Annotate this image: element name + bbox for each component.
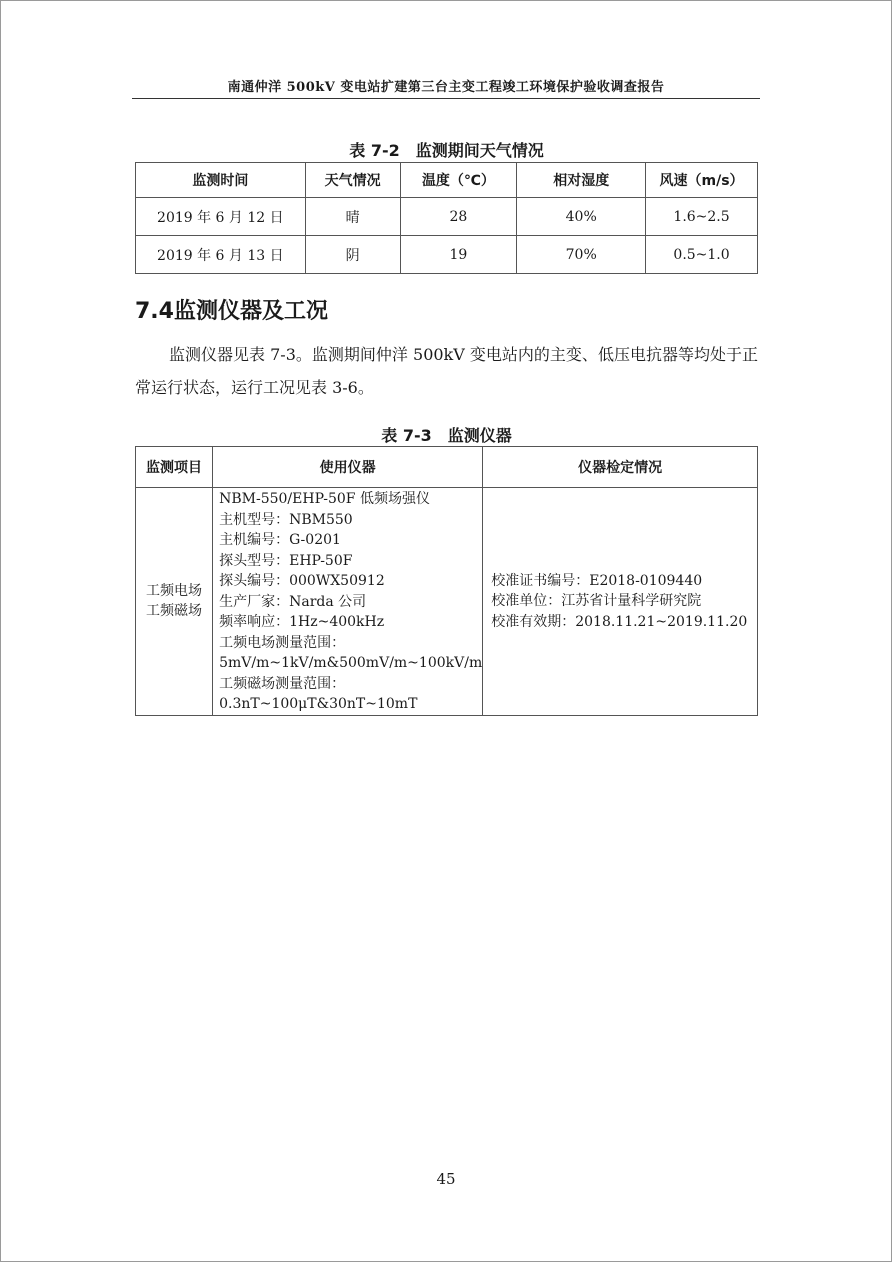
table-cell: 28: [400, 198, 517, 236]
instrument-line: 生产厂家：Narda 公司: [219, 593, 367, 610]
table-cell: 1.6~2.5: [646, 198, 758, 236]
table-row: [136, 236, 758, 274]
column-header: 监测项目: [136, 447, 213, 488]
body-paragraph: 监测仪器见表 7-3。监测期间仲洋 500kV 变电站内的主变、低压电抗器等均处于正常运行状态，运行工况见表 3-6。: [135, 345, 758, 397]
column-header: 相对湿度: [517, 163, 646, 198]
column-header: 温度（℃）: [400, 163, 517, 198]
column-header: 风速（m/s）: [646, 163, 758, 198]
instrument-line: 工频磁场测量范围：: [219, 675, 346, 692]
section-title: 7.4监测仪器及工况: [135, 299, 328, 324]
table-cell: 阴: [305, 236, 400, 274]
instrument-line: 主机型号：NBM550: [219, 511, 353, 528]
table-header-row: [136, 163, 758, 198]
monitoring-item: 工频磁场: [146, 603, 203, 620]
instrument-line: 探头型号：EHP-50F: [219, 552, 353, 569]
instrument-table: [135, 446, 758, 716]
instrument-cell: [213, 488, 483, 716]
calibration-line: 校准证书编号：E2018-0109440: [491, 572, 703, 589]
instrument-line: 5mV/m~1kV/m&500mV/m~100kV/m: [219, 655, 483, 671]
calibration-line: 校准有效期：2018.11.21~2019.11.20: [491, 613, 748, 630]
table-cell: 0.5~1.0: [646, 236, 758, 274]
monitoring-item-cell: [136, 488, 213, 716]
table-row: [136, 488, 758, 716]
column-header: 监测时间: [136, 163, 306, 198]
weather-table: [135, 162, 758, 274]
column-header: 使用仪器: [213, 447, 483, 488]
table-cell: 19: [400, 236, 517, 274]
calibration-line: 校准单位：江苏省计量科学研究院: [491, 593, 702, 609]
instrument-line: 0.3nT~100μT&30nT~10mT: [219, 696, 418, 712]
table-cell: 70%: [517, 236, 646, 274]
instrument-line: NBM-550/EHP-50F 低频场强仪: [219, 491, 430, 507]
table-cell: 40%: [517, 198, 646, 236]
monitoring-item: 工频电场: [146, 582, 203, 599]
table-cell: 晴: [305, 198, 400, 236]
table-7-3-caption: 表 7-3 监测仪器: [381, 426, 512, 445]
column-header: 天气情况: [305, 163, 400, 198]
instrument-line: 主机编号：G-0201: [219, 532, 341, 548]
header-rule: [132, 98, 760, 99]
table-cell: 2019 年 6 月 13 日: [136, 236, 306, 274]
instrument-line: 频率响应：1Hz~400kHz: [219, 614, 385, 630]
table-cell: 2019 年 6 月 12 日: [136, 198, 306, 236]
table-header-row: [136, 447, 758, 488]
instrument-line: 探头编号：000WX50912: [219, 573, 385, 589]
instrument-line: 工频电场测量范围：: [219, 634, 346, 651]
calibration-cell: [483, 488, 758, 716]
page-number: 45: [436, 1170, 456, 1188]
running-header: 南通仲洋 500kV 变电站扩建第三台主变工程竣工环境保护验收调查报告: [227, 80, 665, 95]
column-header: 仪器检定情况: [483, 447, 758, 488]
table-7-2-caption: 表 7-2 监测期间天气情况: [349, 141, 544, 160]
table-row: [136, 198, 758, 236]
